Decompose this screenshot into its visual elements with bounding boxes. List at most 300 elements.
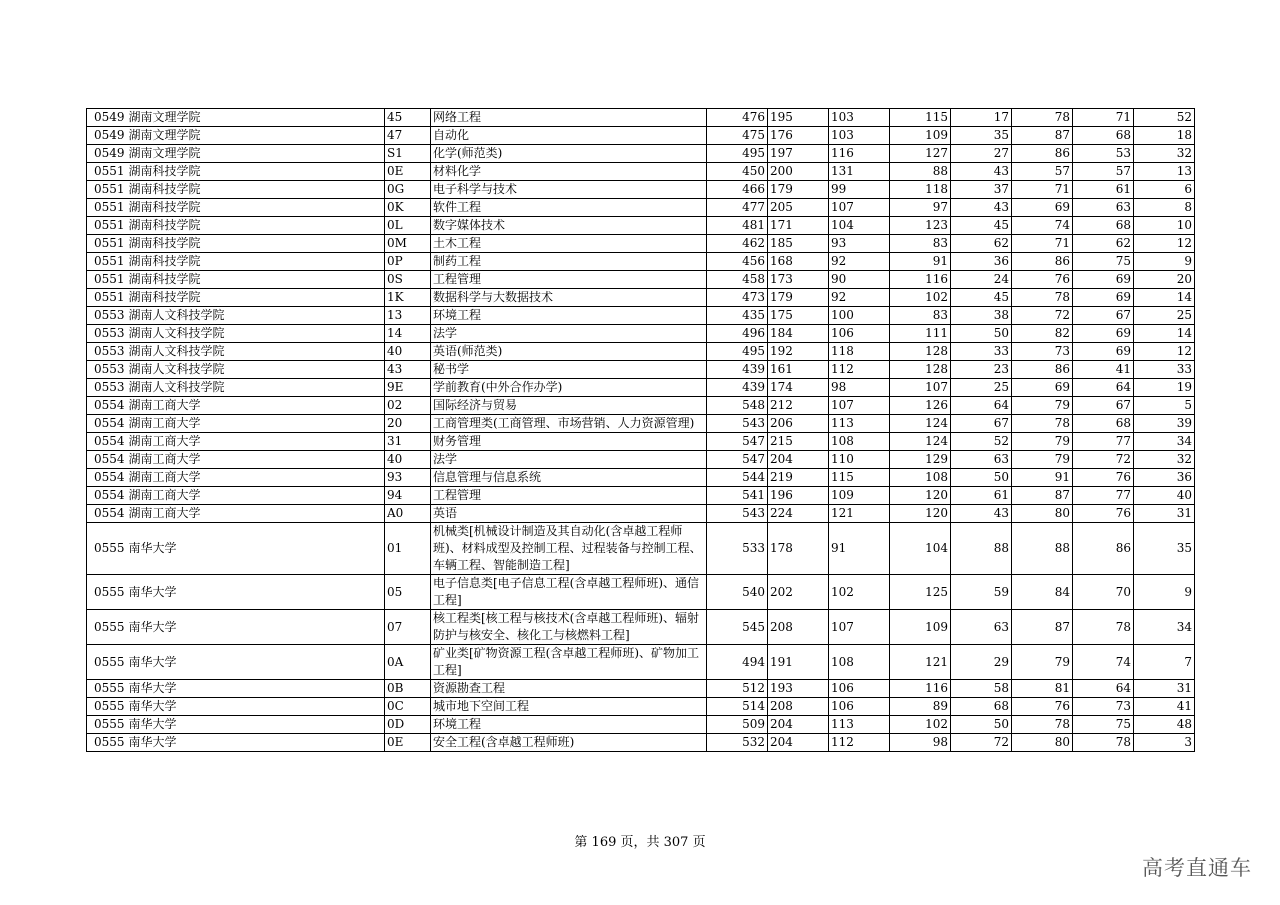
school-code: 0554 [87,415,127,433]
score-col-8: 129 [890,451,951,469]
score-col-6: 168 [768,253,829,271]
score-col-5: 543 [707,415,768,433]
score-col-5: 439 [707,361,768,379]
school-code: 0555 [87,575,127,610]
school-name: 湖南工商大学 [127,487,385,505]
score-col-9: 68 [951,698,1012,716]
score-col-8: 104 [890,523,951,575]
score-col-6: 174 [768,379,829,397]
score-col-11: 74 [1073,645,1134,680]
school-code: 0554 [87,505,127,523]
score-col-10: 81 [1012,680,1073,698]
score-col-8: 88 [890,163,951,181]
score-col-12: 9 [1134,575,1195,610]
score-col-5: 509 [707,716,768,734]
major-name: 制药工程 [431,253,707,271]
table-row [87,127,1195,145]
score-col-8: 109 [890,610,951,645]
score-col-11: 61 [1073,181,1134,199]
score-col-11: 70 [1073,575,1134,610]
school-code: 0554 [87,487,127,505]
score-col-9: 50 [951,716,1012,734]
admission-scores-table [86,108,1195,752]
score-col-8: 125 [890,575,951,610]
score-col-12: 31 [1134,680,1195,698]
school-name: 湖南科技学院 [127,163,385,181]
major-code: 07 [385,610,431,645]
school-name: 湖南工商大学 [127,505,385,523]
score-col-9: 58 [951,680,1012,698]
score-col-6: 185 [768,235,829,253]
score-col-6: 178 [768,523,829,575]
major-name: 自动化 [431,127,707,145]
score-col-10: 78 [1012,716,1073,734]
major-name: 工程管理 [431,271,707,289]
table-row [87,523,1195,575]
score-col-5: 435 [707,307,768,325]
major-name: 软件工程 [431,199,707,217]
score-col-6: 205 [768,199,829,217]
score-col-5: 473 [707,289,768,307]
score-col-5: 476 [707,109,768,127]
score-col-10: 57 [1012,163,1073,181]
score-col-7: 107 [829,610,890,645]
score-col-8: 126 [890,397,951,415]
major-name: 土木工程 [431,235,707,253]
school-name: 湖南科技学院 [127,217,385,235]
major-code: 0M [385,235,431,253]
score-col-12: 7 [1134,645,1195,680]
score-col-7: 108 [829,645,890,680]
table-row [87,433,1195,451]
school-code: 0549 [87,127,127,145]
score-col-7: 110 [829,451,890,469]
score-col-7: 109 [829,487,890,505]
score-col-12: 9 [1134,253,1195,271]
score-col-12: 19 [1134,379,1195,397]
major-name: 电子信息类[电子信息工程(含卓越工程师班)、通信工程] [431,575,707,610]
score-col-8: 127 [890,145,951,163]
score-col-9: 67 [951,415,1012,433]
school-code: 0555 [87,698,127,716]
score-col-9: 37 [951,181,1012,199]
score-col-6: 192 [768,343,829,361]
score-col-12: 33 [1134,361,1195,379]
score-col-10: 84 [1012,575,1073,610]
school-name: 湖南科技学院 [127,181,385,199]
score-col-7: 112 [829,734,890,752]
score-col-7: 107 [829,199,890,217]
score-col-9: 43 [951,199,1012,217]
school-name: 南华大学 [127,610,385,645]
score-col-12: 48 [1134,716,1195,734]
score-col-6: 179 [768,289,829,307]
major-name: 数字媒体技术 [431,217,707,235]
score-col-7: 93 [829,235,890,253]
score-col-7: 91 [829,523,890,575]
score-col-8: 124 [890,415,951,433]
score-col-5: 481 [707,217,768,235]
score-col-6: 161 [768,361,829,379]
score-col-9: 43 [951,505,1012,523]
major-code: 40 [385,451,431,469]
table-row [87,289,1195,307]
school-name: 湖南工商大学 [127,397,385,415]
table-row [87,235,1195,253]
score-col-11: 75 [1073,253,1134,271]
major-code: 1K [385,289,431,307]
major-code: 0E [385,163,431,181]
score-col-11: 78 [1073,610,1134,645]
school-code: 0551 [87,271,127,289]
major-code: 0L [385,217,431,235]
school-name: 湖南科技学院 [127,289,385,307]
score-col-12: 5 [1134,397,1195,415]
major-code: 0C [385,698,431,716]
score-col-8: 116 [890,680,951,698]
score-col-10: 87 [1012,610,1073,645]
score-col-5: 450 [707,163,768,181]
table-row [87,379,1195,397]
major-name: 网络工程 [431,109,707,127]
score-col-6: 200 [768,163,829,181]
score-col-12: 13 [1134,163,1195,181]
score-col-5: 547 [707,451,768,469]
table-row [87,181,1195,199]
score-col-5: 494 [707,645,768,680]
table-row [87,163,1195,181]
score-col-6: 173 [768,271,829,289]
score-col-8: 107 [890,379,951,397]
school-name: 南华大学 [127,575,385,610]
score-col-9: 25 [951,379,1012,397]
score-col-10: 69 [1012,199,1073,217]
score-col-10: 88 [1012,523,1073,575]
score-col-6: 219 [768,469,829,487]
score-col-5: 477 [707,199,768,217]
school-code: 0553 [87,343,127,361]
major-code: A0 [385,505,431,523]
score-col-8: 108 [890,469,951,487]
school-name: 湖南工商大学 [127,469,385,487]
school-code: 0553 [87,307,127,325]
score-col-8: 89 [890,698,951,716]
score-col-12: 41 [1134,698,1195,716]
score-col-9: 36 [951,253,1012,271]
score-col-10: 73 [1012,343,1073,361]
school-code: 0553 [87,325,127,343]
score-col-10: 74 [1012,217,1073,235]
score-col-7: 92 [829,289,890,307]
table-row [87,343,1195,361]
school-name: 湖南工商大学 [127,451,385,469]
major-code: 0A [385,645,431,680]
score-col-7: 108 [829,433,890,451]
score-col-12: 40 [1134,487,1195,505]
major-name: 环境工程 [431,716,707,734]
score-col-11: 63 [1073,199,1134,217]
school-code: 0551 [87,199,127,217]
score-col-7: 106 [829,325,890,343]
score-col-10: 80 [1012,734,1073,752]
major-name: 电子科学与技术 [431,181,707,199]
score-col-9: 29 [951,645,1012,680]
score-col-11: 86 [1073,523,1134,575]
score-col-8: 124 [890,433,951,451]
major-name: 资源勘查工程 [431,680,707,698]
score-col-10: 69 [1012,379,1073,397]
score-col-11: 67 [1073,397,1134,415]
major-name: 法学 [431,451,707,469]
score-col-12: 31 [1134,505,1195,523]
score-col-5: 540 [707,575,768,610]
school-code: 0555 [87,523,127,575]
major-code: 0P [385,253,431,271]
score-col-10: 86 [1012,253,1073,271]
score-col-5: 495 [707,343,768,361]
score-col-9: 45 [951,217,1012,235]
table-row [87,698,1195,716]
score-col-10: 80 [1012,505,1073,523]
score-col-11: 68 [1073,415,1134,433]
school-code: 0551 [87,235,127,253]
major-code: 0S [385,271,431,289]
major-code: 0G [385,181,431,199]
score-col-12: 14 [1134,325,1195,343]
score-col-10: 71 [1012,181,1073,199]
watermark-logo-text: 高考直通车 [1142,856,1252,880]
major-code: 0E [385,734,431,752]
major-code: 47 [385,127,431,145]
score-col-8: 115 [890,109,951,127]
score-col-5: 466 [707,181,768,199]
score-col-10: 78 [1012,289,1073,307]
score-col-7: 99 [829,181,890,199]
score-col-11: 69 [1073,271,1134,289]
score-col-12: 12 [1134,235,1195,253]
major-name: 财务管理 [431,433,707,451]
score-col-6: 212 [768,397,829,415]
score-col-10: 72 [1012,307,1073,325]
score-col-7: 113 [829,716,890,734]
score-col-6: 206 [768,415,829,433]
score-col-5: 532 [707,734,768,752]
score-col-6: 191 [768,645,829,680]
score-col-9: 59 [951,575,1012,610]
table-body [87,109,1195,752]
score-col-9: 62 [951,235,1012,253]
score-col-12: 18 [1134,127,1195,145]
score-col-11: 67 [1073,307,1134,325]
school-code: 0554 [87,451,127,469]
score-col-9: 50 [951,325,1012,343]
score-col-5: 548 [707,397,768,415]
score-col-9: 52 [951,433,1012,451]
major-name: 化学(师范类) [431,145,707,163]
score-col-7: 98 [829,379,890,397]
score-col-6: 204 [768,451,829,469]
score-col-11: 78 [1073,734,1134,752]
score-col-6: 204 [768,716,829,734]
score-col-12: 34 [1134,433,1195,451]
major-name: 工商管理类(工商管理、市场营销、人力资源管理) [431,415,707,433]
score-col-6: 224 [768,505,829,523]
score-col-10: 79 [1012,645,1073,680]
major-name: 数据科学与大数据技术 [431,289,707,307]
major-code: 94 [385,487,431,505]
score-col-6: 215 [768,433,829,451]
table-row [87,716,1195,734]
table-row [87,145,1195,163]
table-row [87,487,1195,505]
school-name: 南华大学 [127,523,385,575]
table-row [87,307,1195,325]
table-row [87,415,1195,433]
score-col-11: 76 [1073,469,1134,487]
score-col-10: 76 [1012,271,1073,289]
score-col-12: 14 [1134,289,1195,307]
score-col-10: 78 [1012,415,1073,433]
major-name: 英语 [431,505,707,523]
major-code: 13 [385,307,431,325]
table-row [87,361,1195,379]
major-name: 矿业类[矿物资源工程(含卓越工程师班)、矿物加工工程] [431,645,707,680]
score-col-8: 109 [890,127,951,145]
school-name: 南华大学 [127,698,385,716]
major-name: 材料化学 [431,163,707,181]
major-name: 安全工程(含卓越工程师班) [431,734,707,752]
score-col-8: 102 [890,289,951,307]
table-row [87,109,1195,127]
table-row [87,217,1195,235]
school-code: 0551 [87,217,127,235]
major-name: 学前教育(中外合作办学) [431,379,707,397]
score-col-9: 33 [951,343,1012,361]
score-col-10: 78 [1012,109,1073,127]
table-row [87,325,1195,343]
major-name: 信息管理与信息系统 [431,469,707,487]
score-col-6: 208 [768,698,829,716]
score-col-10: 76 [1012,698,1073,716]
school-code: 0554 [87,469,127,487]
score-col-6: 184 [768,325,829,343]
score-col-11: 68 [1073,127,1134,145]
score-col-10: 87 [1012,487,1073,505]
major-code: 40 [385,343,431,361]
score-col-8: 83 [890,235,951,253]
score-col-10: 71 [1012,235,1073,253]
school-name: 南华大学 [127,716,385,734]
school-code: 0551 [87,253,127,271]
score-col-6: 171 [768,217,829,235]
school-name: 湖南人文科技学院 [127,343,385,361]
table-row [87,469,1195,487]
score-col-5: 512 [707,680,768,698]
score-col-11: 71 [1073,109,1134,127]
score-col-8: 97 [890,199,951,217]
score-col-11: 72 [1073,451,1134,469]
table-row [87,680,1195,698]
school-name: 湖南文理学院 [127,127,385,145]
score-col-10: 86 [1012,145,1073,163]
page-number: 第 169 页，共 307 页 [574,835,706,850]
major-name: 环境工程 [431,307,707,325]
score-col-8: 128 [890,343,951,361]
score-col-7: 90 [829,271,890,289]
score-col-11: 62 [1073,235,1134,253]
score-col-12: 35 [1134,523,1195,575]
score-col-7: 113 [829,415,890,433]
score-col-10: 87 [1012,127,1073,145]
score-col-5: 545 [707,610,768,645]
score-col-11: 73 [1073,698,1134,716]
school-name: 南华大学 [127,734,385,752]
score-col-5: 462 [707,235,768,253]
score-col-8: 91 [890,253,951,271]
score-col-9: 63 [951,610,1012,645]
major-code: 9E [385,379,431,397]
score-col-10: 91 [1012,469,1073,487]
score-col-7: 106 [829,698,890,716]
score-col-5: 439 [707,379,768,397]
score-col-6: 197 [768,145,829,163]
school-name: 湖南工商大学 [127,415,385,433]
score-col-5: 458 [707,271,768,289]
table-row [87,253,1195,271]
school-name: 湖南科技学院 [127,199,385,217]
school-code: 0555 [87,680,127,698]
major-code: 14 [385,325,431,343]
score-col-12: 52 [1134,109,1195,127]
score-col-5: 514 [707,698,768,716]
score-col-12: 3 [1134,734,1195,752]
score-col-7: 121 [829,505,890,523]
score-col-5: 543 [707,505,768,523]
major-code: 20 [385,415,431,433]
score-col-12: 34 [1134,610,1195,645]
school-name: 湖南科技学院 [127,235,385,253]
major-code: 0B [385,680,431,698]
score-col-7: 116 [829,145,890,163]
school-code: 0551 [87,289,127,307]
score-col-8: 102 [890,716,951,734]
score-col-8: 128 [890,361,951,379]
score-col-5: 541 [707,487,768,505]
score-col-8: 120 [890,487,951,505]
score-col-7: 112 [829,361,890,379]
score-col-12: 32 [1134,145,1195,163]
score-col-11: 75 [1073,716,1134,734]
score-col-6: 195 [768,109,829,127]
score-col-11: 53 [1073,145,1134,163]
score-col-11: 69 [1073,325,1134,343]
school-code: 0553 [87,379,127,397]
score-col-12: 36 [1134,469,1195,487]
table-row [87,397,1195,415]
major-name: 国际经济与贸易 [431,397,707,415]
score-col-12: 25 [1134,307,1195,325]
score-col-11: 69 [1073,289,1134,307]
score-col-9: 24 [951,271,1012,289]
score-col-9: 72 [951,734,1012,752]
score-col-9: 17 [951,109,1012,127]
score-col-9: 23 [951,361,1012,379]
major-code: 05 [385,575,431,610]
major-code: 45 [385,109,431,127]
score-col-6: 196 [768,487,829,505]
score-col-11: 77 [1073,487,1134,505]
score-col-5: 533 [707,523,768,575]
